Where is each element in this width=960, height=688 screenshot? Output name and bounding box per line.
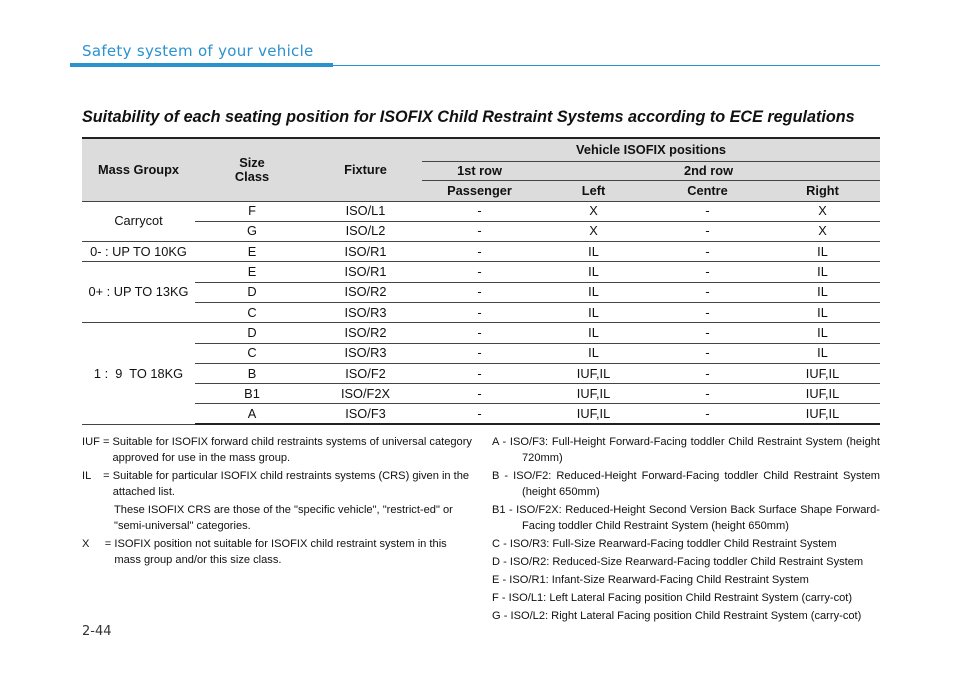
header-rule-thick — [70, 63, 333, 67]
note-iuf-text: Suitable for ISOFIX forward child restraints systems of universal category approved for use in the mass group. — [112, 436, 472, 464]
table-row — [82, 221, 880, 241]
header-vehicle-positions: Vehicle ISOFIX positions — [422, 138, 880, 161]
mass-group-cell: 0- : UP TO 10KG — [82, 242, 195, 262]
size-note-g: G - ISO/L2: Right Lateral Facing position Child Restraint System (carry-cot) — [492, 610, 862, 622]
cell-left: IUF,IL — [537, 384, 650, 404]
cell-fixture: ISO/R3 — [309, 302, 422, 322]
size-note-c: C - ISO/R3: Full-Size Rearward-Facing toddler Child Restraint System — [492, 538, 837, 550]
cell-left: IL — [537, 302, 650, 322]
cell-left: IL — [537, 262, 650, 282]
header-centre: Centre — [650, 180, 765, 201]
cell-left: IUF,IL — [537, 404, 650, 424]
table-row — [82, 323, 880, 343]
note-il-key: IL = — [82, 470, 113, 482]
cell-passenger: - — [422, 201, 537, 221]
size-note-e: E - ISO/R1: Infant-Size Rearward-Facing Child Restraint System — [492, 574, 809, 586]
cell-fixture: ISO/F3 — [309, 404, 422, 424]
cell-size: F — [195, 201, 309, 221]
cell-size: E — [195, 262, 309, 282]
cell-size: D — [195, 323, 309, 343]
note-x-key: X = — [82, 538, 115, 550]
cell-passenger: - — [422, 384, 537, 404]
table-row — [82, 262, 880, 282]
cell-right: IL — [765, 323, 880, 343]
cell-fixture: ISO/R2 — [309, 282, 422, 302]
size-class-notes — [492, 434, 880, 626]
cell-passenger: - — [422, 282, 537, 302]
page-title: Suitability of each seating position for ISOFIX Child Restraint Systems according to ECE regulations — [82, 108, 855, 126]
cell-size: E — [195, 242, 309, 262]
legend-notes — [82, 434, 472, 570]
table-row — [82, 404, 880, 424]
cell-passenger: - — [422, 323, 537, 343]
table-row — [82, 282, 880, 302]
header-2nd-row: 2nd row — [537, 161, 880, 180]
cell-right: IUF,IL — [765, 404, 880, 424]
cell-fixture: ISO/R1 — [309, 262, 422, 282]
size-note-d: D - ISO/R2: Reduced-Size Rearward-Facing toddler Child Restraint System — [492, 556, 864, 568]
cell-right: IL — [765, 242, 880, 262]
header-passenger: Passenger — [422, 180, 537, 201]
note-il-extra: These ISOFIX CRS are those of the "specific vehicle", "restrict-ed" or "semi-universal" categories. — [114, 504, 453, 532]
cell-passenger: - — [422, 262, 537, 282]
header-fixture: Fixture — [309, 138, 422, 201]
cell-size: D — [195, 282, 309, 302]
mass-group-cell: Carrycot — [82, 201, 195, 242]
cell-fixture: ISO/R1 — [309, 242, 422, 262]
cell-passenger: - — [422, 404, 537, 424]
page-number: 2-44 — [82, 624, 112, 639]
size-note-b1: B1 - ISO/F2X: Reduced-Height Second Version Back Surface Shape Forward-Facing toddler Child Restraint System (height 650mm) — [492, 504, 880, 532]
cell-centre: - — [650, 384, 765, 404]
cell-centre: - — [650, 262, 765, 282]
cell-passenger: - — [422, 343, 537, 363]
cell-left: X — [537, 221, 650, 241]
cell-centre: - — [650, 282, 765, 302]
cell-fixture: ISO/F2 — [309, 363, 422, 383]
cell-right: IL — [765, 282, 880, 302]
header-1st-row: 1st row — [422, 161, 537, 180]
table-row — [82, 302, 880, 322]
note-iuf — [82, 434, 472, 466]
cell-passenger: - — [422, 302, 537, 322]
cell-fixture: ISO/F2X — [309, 384, 422, 404]
table-body — [82, 201, 880, 424]
cell-right: IL — [765, 343, 880, 363]
cell-left: IL — [537, 343, 650, 363]
cell-size: B1 — [195, 384, 309, 404]
section-title: Safety system of your vehicle — [82, 42, 314, 60]
header-mass-group: Mass Groupx — [82, 138, 195, 201]
mass-group-cell: 1 : 9 TO 18KG — [82, 323, 195, 424]
cell-left: IL — [537, 282, 650, 302]
cell-size: C — [195, 343, 309, 363]
cell-right: IL — [765, 302, 880, 322]
cell-left: X — [537, 201, 650, 221]
table-row — [82, 201, 880, 221]
note-x — [82, 536, 472, 568]
cell-right: IUF,IL — [765, 384, 880, 404]
note-x-text: ISOFIX position not suitable for ISOFIX child restraint system in this mass group and/or this size class. — [114, 538, 447, 566]
cell-centre: - — [650, 404, 765, 424]
table-header — [82, 138, 880, 201]
table-row — [82, 384, 880, 404]
cell-fixture: ISO/R3 — [309, 343, 422, 363]
cell-centre: - — [650, 323, 765, 343]
size-note-a: A - ISO/F3: Full-Height Forward-Facing toddler Child Restraint System (height 720mm) — [492, 436, 880, 464]
cell-fixture: ISO/R2 — [309, 323, 422, 343]
cell-centre: - — [650, 242, 765, 262]
cell-left: IL — [537, 242, 650, 262]
cell-fixture: ISO/L2 — [309, 221, 422, 241]
cell-passenger: - — [422, 242, 537, 262]
cell-centre: - — [650, 221, 765, 241]
table-row — [82, 363, 880, 383]
size-note-b: B - ISO/F2: Reduced-Height Forward-Facing toddler Child Restraint System (height 650mm) — [492, 470, 880, 498]
cell-centre: - — [650, 302, 765, 322]
cell-centre: - — [650, 363, 765, 383]
header-right: Right — [765, 180, 880, 201]
cell-left: IUF,IL — [537, 363, 650, 383]
cell-fixture: ISO/L1 — [309, 201, 422, 221]
cell-size: C — [195, 302, 309, 322]
isofix-table — [82, 137, 880, 425]
note-il — [82, 468, 472, 500]
cell-left: IL — [537, 323, 650, 343]
cell-centre: - — [650, 343, 765, 363]
note-iuf-key: IUF = — [82, 436, 113, 448]
cell-passenger: - — [422, 221, 537, 241]
cell-right: IL — [765, 262, 880, 282]
cell-size: A — [195, 404, 309, 424]
size-note-f: F - ISO/L1: Left Lateral Facing position Child Restraint System (carry-cot) — [492, 592, 853, 604]
mass-group-cell: 0+ : UP TO 13KG — [82, 262, 195, 323]
table-row — [82, 242, 880, 262]
cell-size: B — [195, 363, 309, 383]
cell-right: X — [765, 221, 880, 241]
cell-right: X — [765, 201, 880, 221]
header-size-class: Size Class — [195, 138, 309, 201]
cell-passenger: - — [422, 363, 537, 383]
note-il-text: Suitable for particular ISOFIX child restraints systems (CRS) given in the attached list. — [112, 470, 470, 498]
header-rule-thin — [333, 65, 880, 66]
cell-size: G — [195, 221, 309, 241]
table-row — [82, 343, 880, 363]
cell-centre: - — [650, 201, 765, 221]
header-left: Left — [537, 180, 650, 201]
cell-right: IUF,IL — [765, 363, 880, 383]
